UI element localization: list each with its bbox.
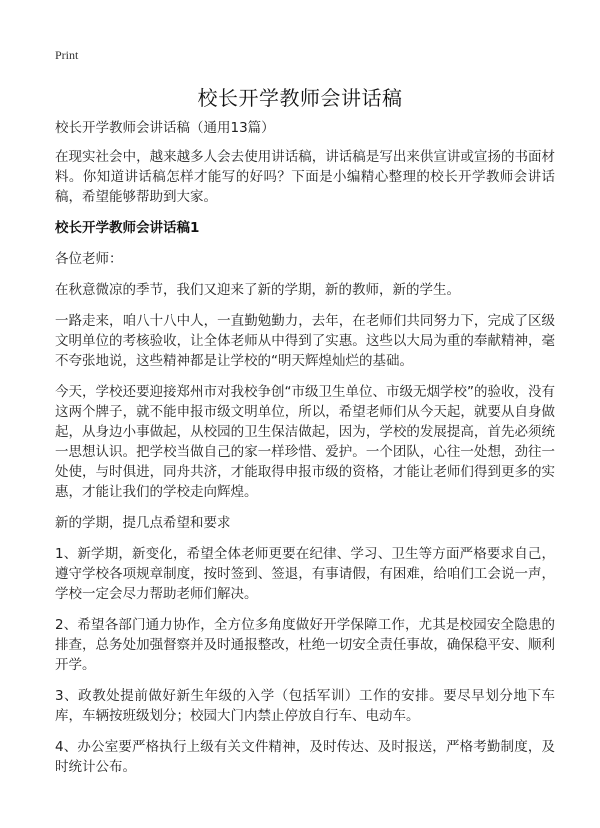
salutation: 各位老师： xyxy=(55,251,123,267)
requirement-item-4: 4、办公室要严格执行上级有关文件精神，及时传达、及时报送，严格考勤制度，及时统计公布。 xyxy=(55,739,555,775)
paragraph-inspection: 今天，学校还要迎接郑州市对我校争创“市级卫生单位、市级无烟学校”的验收，没有这两个牌子，就不能申报市级文明单位，所以，希望老师们从今天起，就要从自身做起，从身边小事做起，从校园的卫生保洁做起，因为，学校的发展提高，首先必须统一思想认识。把学校当做自己的家一样珍惜、爱护。一个团队，心往一处想，劲往一处使，与时俱进，同舟共济，才能取得申报市级的资格，才能让老师们得到更多的实惠，才能让我们的学校走向辉煌。 xyxy=(55,384,555,500)
paragraph-review: 一路走来，咱八十八中人，一直勤勉勤力，去年，在老师们共同努力下，完成了区级文明单位的考核验收，让全体老师从中得到了实惠。这些以大局为重的奉献精神，毫不夸张地说，这些精神都是让学校的“明天辉煌灿烂的基础。 xyxy=(55,313,555,369)
print-link[interactable]: Print xyxy=(55,48,79,62)
section-heading: 校长开学教师会讲话稿1 xyxy=(55,220,200,236)
requirement-item-1: 1、新学期，新变化，希望全体老师更要在纪律、学习、卫生等方面严格要求自己，遵守学校各项规章制度，按时签到、签退，有事请假，有困难，给咱们工会说一声，学校一定会尽力帮助老师们解决。 xyxy=(55,546,555,602)
paragraph-requirements-intro: 新的学期，提几点希望和要求 xyxy=(55,515,231,531)
document-body xyxy=(55,118,555,788)
document-subtitle: 校长开学教师会讲话稿（通用13篇） xyxy=(55,120,275,136)
requirement-item-3: 3、政教处提前做好新生年级的入学（包括军训）工作的安排。要尽早划分地下车库，车辆按班级划分；校园大门内禁止停放自行车、电动车。 xyxy=(55,688,555,724)
intro-paragraph: 在现实社会中，越来越多人会去使用讲话稿，讲话稿是写出来供宣讲或宣扬的书面材料。你知道讲话稿怎样才能写的好吗？下面是小编精心整理的校长开学教师会讲话稿，希望能够帮助到大家。 xyxy=(55,149,555,205)
requirement-item-2: 2、希望各部门通力协作，全方位多角度做好开学保障工作，尤其是校园安全隐患的排查，总务处加强督察并及时通报整改，杜绝一切安全责任事故，确保稳平安、顺利开学。 xyxy=(55,617,555,673)
paragraph-opening: 在秋意微凉的季节，我们又迎来了新的学期，新的教师，新的学生。 xyxy=(55,282,460,298)
document-title: 校长开学教师会讲话稿 xyxy=(197,86,403,110)
